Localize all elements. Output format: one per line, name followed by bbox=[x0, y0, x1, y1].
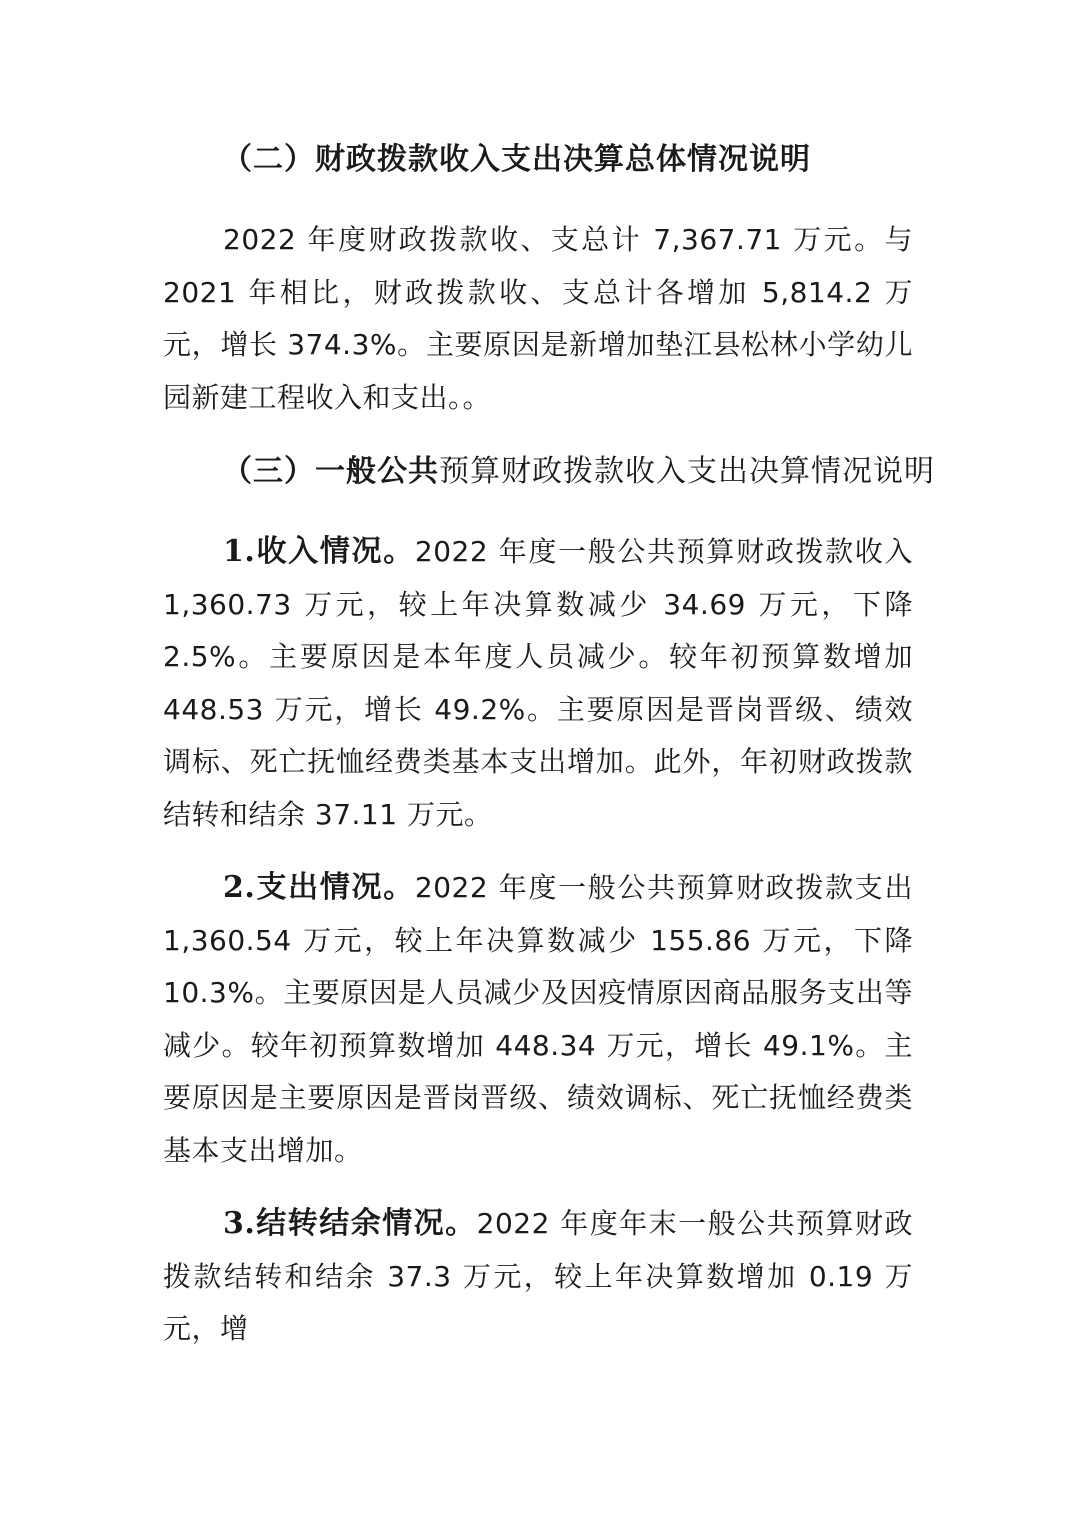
income-lead: 1.收入情况。 bbox=[223, 534, 415, 569]
section2-paragraph-text: 2022 年度财政拨款收、支总计 7,367.71 万元。与 2021 年相比，财政拨款收、支总计各增加 5,814.2 万元，增长 374.3%。主要原因是新增加垫江县松林小学幼儿园新建工程收入和支出。。 bbox=[163, 223, 913, 414]
expenditure-text: 2022 年度一般公共预算财政拨款支出 1,360.54 万元，较上年决算数减少 155.86 万元，下降 10.3%。主要原因是人员减少及因疫情原因商品服务支出等减少。较年初预算数增加 448.34 万元，增长 49.1%。主要原因是主要原因是晋岗晋级、绩效调标、死亡抚恤经费类基本支出增加。 bbox=[163, 871, 913, 1167]
carryover-text: 2022 年度年末一般公共预算财政拨款结转和结余 37.3 万元，较上年决算数增加 0.19 万元，增 bbox=[163, 1207, 913, 1345]
carryover-lead: 3.结转结余情况。 bbox=[223, 1206, 477, 1241]
expenditure-paragraph bbox=[163, 862, 913, 1177]
expenditure-lead: 2.支出情况。 bbox=[223, 870, 415, 905]
section3-heading-rest: 预算财政拨款收入支出决算情况说明 bbox=[439, 454, 935, 489]
section3-heading bbox=[222, 452, 935, 492]
income-paragraph bbox=[163, 526, 913, 841]
income-text: 2022 年度一般公共预算财政拨款收入 1,360.73 万元，较上年决算数减少 34.69 万元，下降 2.5%。主要原因是本年度人员减少。较年初预算数增加 448.53 万元，增长 49.2%。主要原因是晋岗晋级、绩效调标、死亡抚恤经费类基本支出增加。此外，年初财政拨款结转和结余 37.11 万元。 bbox=[163, 535, 913, 831]
carryover-paragraph bbox=[163, 1198, 913, 1356]
section2-heading bbox=[222, 140, 811, 180]
section2-heading-text: （二）财政拨款收入支出决算总体情况说明 bbox=[222, 142, 811, 177]
section3-heading-bold: （三）一般公共 bbox=[222, 454, 439, 489]
section2-paragraph bbox=[163, 214, 913, 424]
